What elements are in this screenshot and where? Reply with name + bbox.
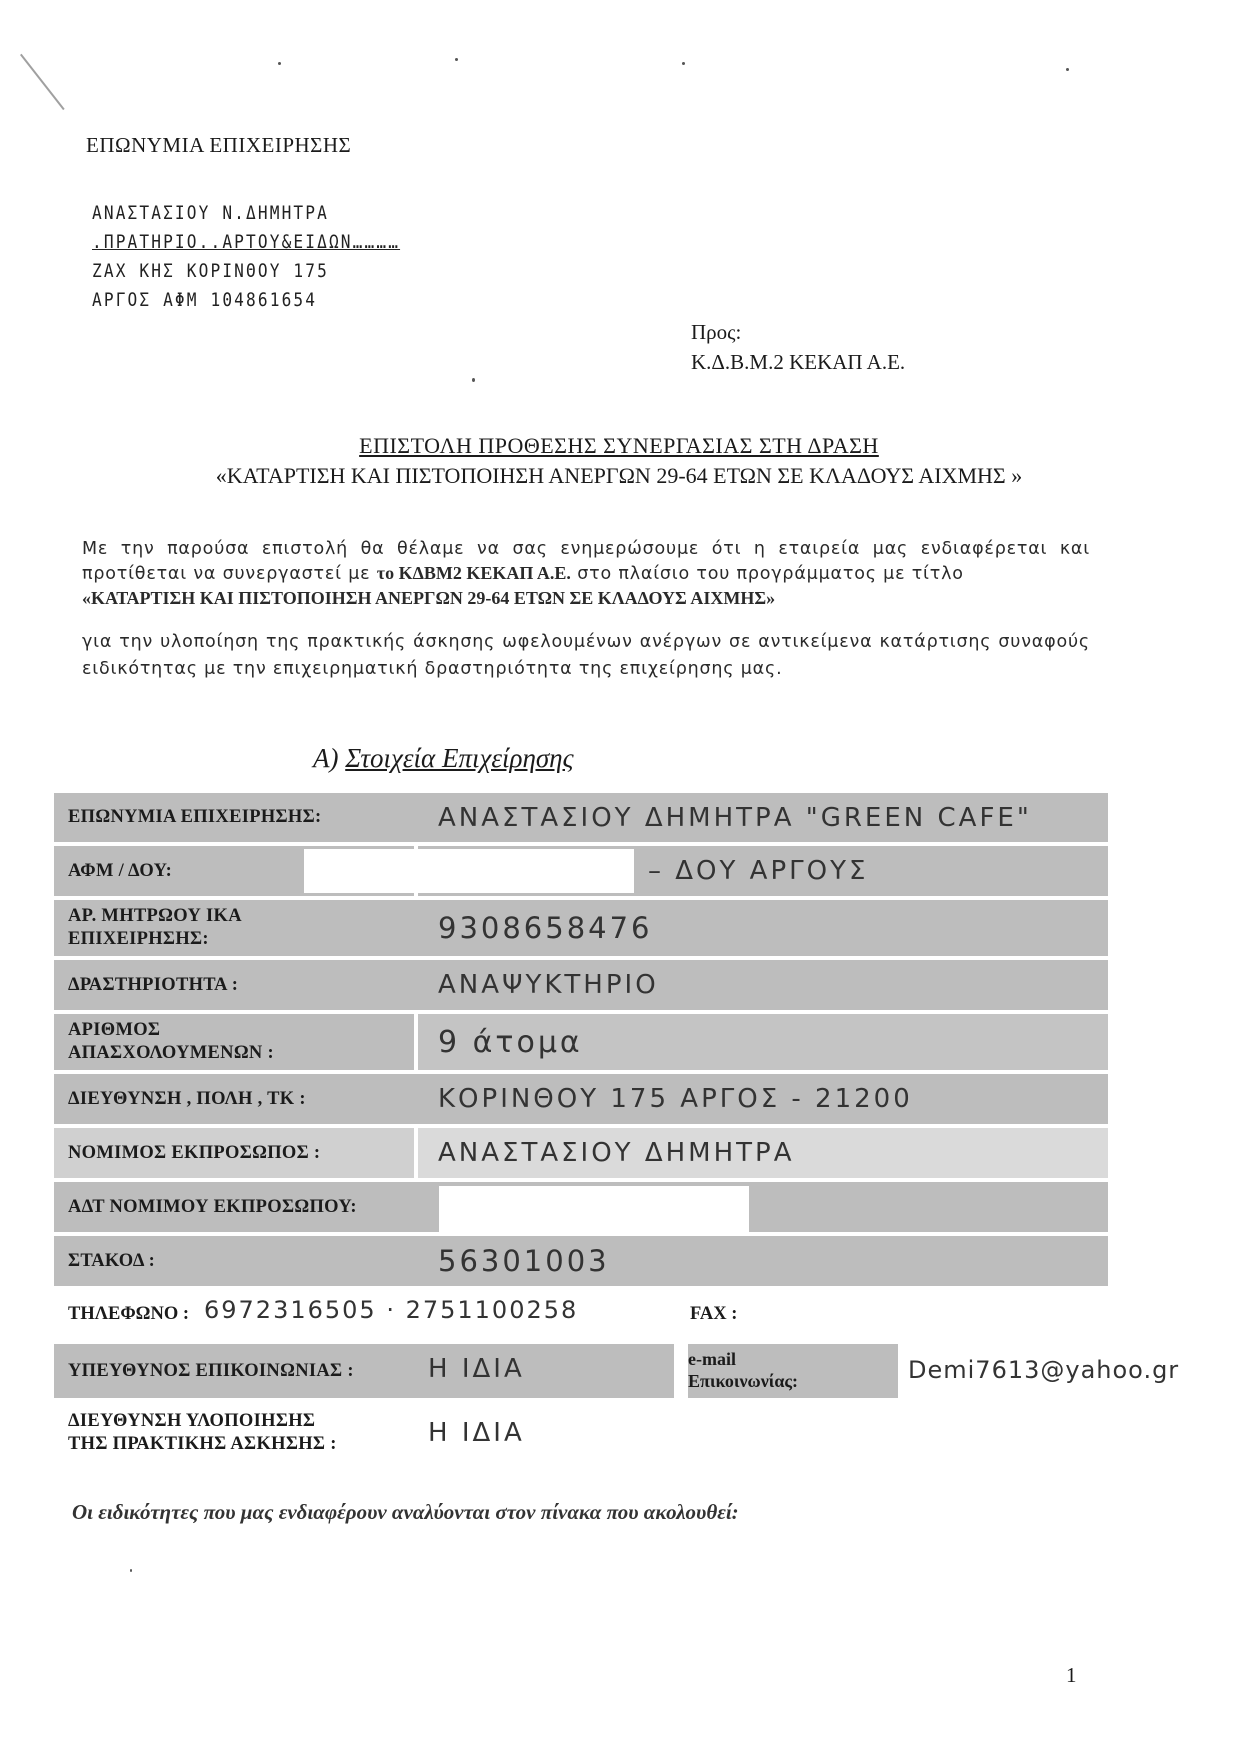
business-name-field[interactable]	[418, 793, 1108, 842]
section-heading	[313, 743, 574, 774]
field-label: ΕΠΩΝΥΜΙΑ ΕΠΙΧΕΙΡΗΣΗΣ:	[68, 807, 322, 827]
field-label: ΣΤΑΚΟΔ :	[68, 1250, 156, 1271]
scan-speck	[472, 378, 475, 382]
handwritten-value: 9 άτομα	[438, 1024, 583, 1060]
recipient-to: Προς:	[691, 320, 742, 344]
letter-title: ΕΠΙΣΤΟΛΗ ΠΡΟΘΕΣΗΣ ΣΥΝΕΡΓΑΣΙΑΣ ΣΤΗ ΔΡΑΣΗ	[359, 433, 879, 458]
contact-field[interactable]	[418, 1354, 525, 1384]
field-label: ΝΟΜΙΜΟΣ ΕΚΠΡΟΣΩΠΟΣ :	[54, 1128, 414, 1178]
stamp-line: ΖΑΧ ΚΗΣ ΚΟΡΙΝΘΟΥ 175	[92, 260, 329, 282]
form-row-legal-rep	[54, 1128, 1108, 1178]
label-line: Επικοινωνίας:	[688, 1371, 798, 1391]
handwritten-value: ΑΝΑΨΥΚΤΗΡΙΟ	[438, 970, 659, 1000]
form-row-id-card	[54, 1182, 1108, 1232]
label-line: ΕΠΙΧΕΙΡΗΣΗΣ:	[68, 929, 209, 949]
handwritten-value: Η ΙΔΙΑ	[428, 1418, 525, 1448]
form-row-employees	[54, 1014, 1108, 1070]
handwritten-value: ΚΟΡΙΝΘΟΥ 175 ΑΡΓΟΣ - 21200	[438, 1084, 913, 1114]
scan-speck	[130, 1569, 132, 1572]
form-row-contact	[54, 1344, 1180, 1398]
stamp-line: ΑΡΓΟΣ ΑΦΜ 104861654	[92, 289, 318, 311]
ika-field[interactable]	[418, 900, 1108, 956]
scan-speck	[278, 62, 281, 65]
company-stamp	[92, 199, 400, 315]
activity-field[interactable]	[418, 960, 1108, 1010]
employees-field[interactable]	[418, 1014, 1108, 1070]
handwritten-value: 9308658476	[438, 911, 653, 945]
field-label: ΑΔΤ ΝΟΜΙΜΟΥ ΕΚΠΡΟΣΩΠΟΥ:	[68, 1196, 357, 1217]
recipient-name: Κ.Δ.Β.Μ.2 ΚΕΚΑΠ Α.Ε.	[691, 350, 906, 374]
redaction-mark	[439, 1186, 749, 1232]
legal-rep-field[interactable]	[418, 1128, 1108, 1178]
stakod-field[interactable]	[418, 1236, 1108, 1286]
handwritten-value: Η ΙΔΙΑ	[428, 1354, 525, 1384]
label-line: ΔΙΕΥΘΥΝΣΗ ΥΛΟΠΟΙΗΣΗΣ	[68, 1411, 316, 1431]
form-row-stakod	[54, 1236, 1108, 1286]
scan-speck	[682, 62, 685, 65]
handwritten-value: ΑΝΑΣΤΑΣΙΟΥ ΔΗΜΗΤΡΑ	[438, 1138, 795, 1168]
handwritten-value: ΑΝΑΣΤΑΣΙΟΥ ΔΗΜΗΤΡΑ "GREEN CAFE"	[438, 802, 1032, 833]
label-line: ΑΠΑΣΧΟΛΟΥΜΕΝΩΝ :	[68, 1043, 274, 1063]
specialties-note: Οι ειδικότητες που μας ενδιαφέρουν αναλύονται στον πίνακα που ακολουθεί:	[72, 1500, 739, 1524]
purpose-paragraph: για την υλοποίηση της πρακτικής άσκησης ωφελουμένων ανέργων σε αντικείμενα κατάρτισης συναφούς ειδικότητας με την επιχειρηματική δραστηριότητα της επιχείρησης μας.	[82, 632, 1090, 679]
field-label: ΔΙΕΥΘΥΝΣΗ , ΠΟΛΗ , ΤΚ :	[68, 1088, 306, 1109]
handwritten-value: – ΔΟΥ ΑΡΓΟΥΣ	[648, 856, 869, 886]
page-number: 1	[1066, 1663, 1077, 1687]
label-line: ΑΡΙΘΜΟΣ	[68, 1020, 161, 1040]
section-title: Στοιχεία Επιχείρησης	[345, 743, 574, 773]
form-row-address	[54, 1074, 1108, 1124]
section-prefix: Α)	[313, 743, 346, 773]
form-row-activity	[54, 960, 1108, 1010]
field-label: ΑΦΜ / ΔΟΥ:	[54, 846, 414, 896]
field-label	[54, 1014, 414, 1070]
recipient-block	[691, 317, 905, 377]
intro-text: Με την παρούσα επιστολή θα θέλαμε να σας ενημερώσουμε ότι η εταιρεία μας ενδιαφέρεται και προτίθεται να συνεργαστεί με	[82, 539, 1090, 584]
scan-speck	[1066, 68, 1069, 71]
form-row-ika	[54, 900, 1108, 956]
address-field[interactable]	[418, 1074, 1108, 1124]
field-label: ΔΡΑΣΤΗΡΙΟΤΗΤΑ :	[68, 974, 239, 995]
form-row-practice-address	[54, 1402, 1108, 1464]
partner-name: το ΚΔΒΜ2 ΚΕΚΑΠ Α.Ε.	[376, 563, 571, 583]
label-line: e-mail	[688, 1349, 736, 1369]
field-label	[688, 1344, 898, 1398]
intro-paragraph	[82, 537, 1090, 611]
label-line: ΑΡ. ΜΗΤΡΩΟΥ ΙΚΑ	[68, 906, 242, 926]
practice-address-field[interactable]	[418, 1402, 1108, 1464]
redaction-mark	[304, 849, 634, 893]
scan-speck	[455, 58, 458, 61]
handwritten-value: Demi7613@yahoo.gr	[908, 1356, 1180, 1384]
phone-field[interactable]	[204, 1296, 578, 1324]
business-name-heading: ΕΠΩΝΥΜΙΑ ΕΠΙΧΕΙΡΗΣΗΣ	[86, 133, 352, 157]
handwritten-value: 6972316505 · 2751100258	[204, 1296, 579, 1324]
form-row-business-name	[54, 793, 1108, 842]
email-field[interactable]	[902, 1356, 1179, 1384]
form-row-vat	[54, 846, 1108, 896]
stamp-line: .ΠΡΑΤΗΡΙΟ..ΑΡΤΟΥ&ΕΙΔΩΝ…………	[92, 231, 401, 253]
field-label	[54, 900, 414, 956]
form-row-phone-fax	[54, 1290, 1108, 1340]
label-line: ΤΗΣ ΠΡΑΚΤΙΚΗΣ ΑΣΚΗΣΗΣ :	[68, 1434, 337, 1454]
intro-text-cont: στο πλαίσιο του προγράμματος με τίτλο	[570, 564, 964, 584]
scan-artifact	[20, 54, 65, 110]
field-label	[54, 1402, 414, 1464]
field-label: ΤΗΛΕΦΩΝΟ :	[68, 1304, 190, 1324]
field-label: FAX :	[690, 1304, 738, 1324]
handwritten-value: 56301003	[438, 1244, 610, 1278]
field-label: ΥΠΕΥΘΥΝΟΣ ΕΠΙΚΟΙΝΩΝΙΑΣ :	[54, 1344, 674, 1398]
stamp-line: ΑΝΑΣΤΑΣΙΟΥ Ν.ΔΗΜΗΤΡΑ	[92, 202, 329, 224]
program-title: «ΚΑΤΑΡΤΙΣΗ ΚΑΙ ΠΙΣΤΟΠΟΙΗΣΗ ΑΝΕΡΓΩΝ 29-64 ΕΤΩΝ ΣΕ ΚΛΑΔΟΥΣ ΑΙΧΜΗΣ»	[82, 588, 776, 608]
letter-subtitle: «ΚΑΤΑΡΤΙΣΗ ΚΑΙ ΠΙΣΤΟΠΟΙΗΣΗ ΑΝΕΡΓΩΝ 29-64 ΕΤΩΝ ΣΕ ΚΛΑΔΟΥΣ ΑΙΧΜΗΣ »	[215, 463, 1023, 488]
